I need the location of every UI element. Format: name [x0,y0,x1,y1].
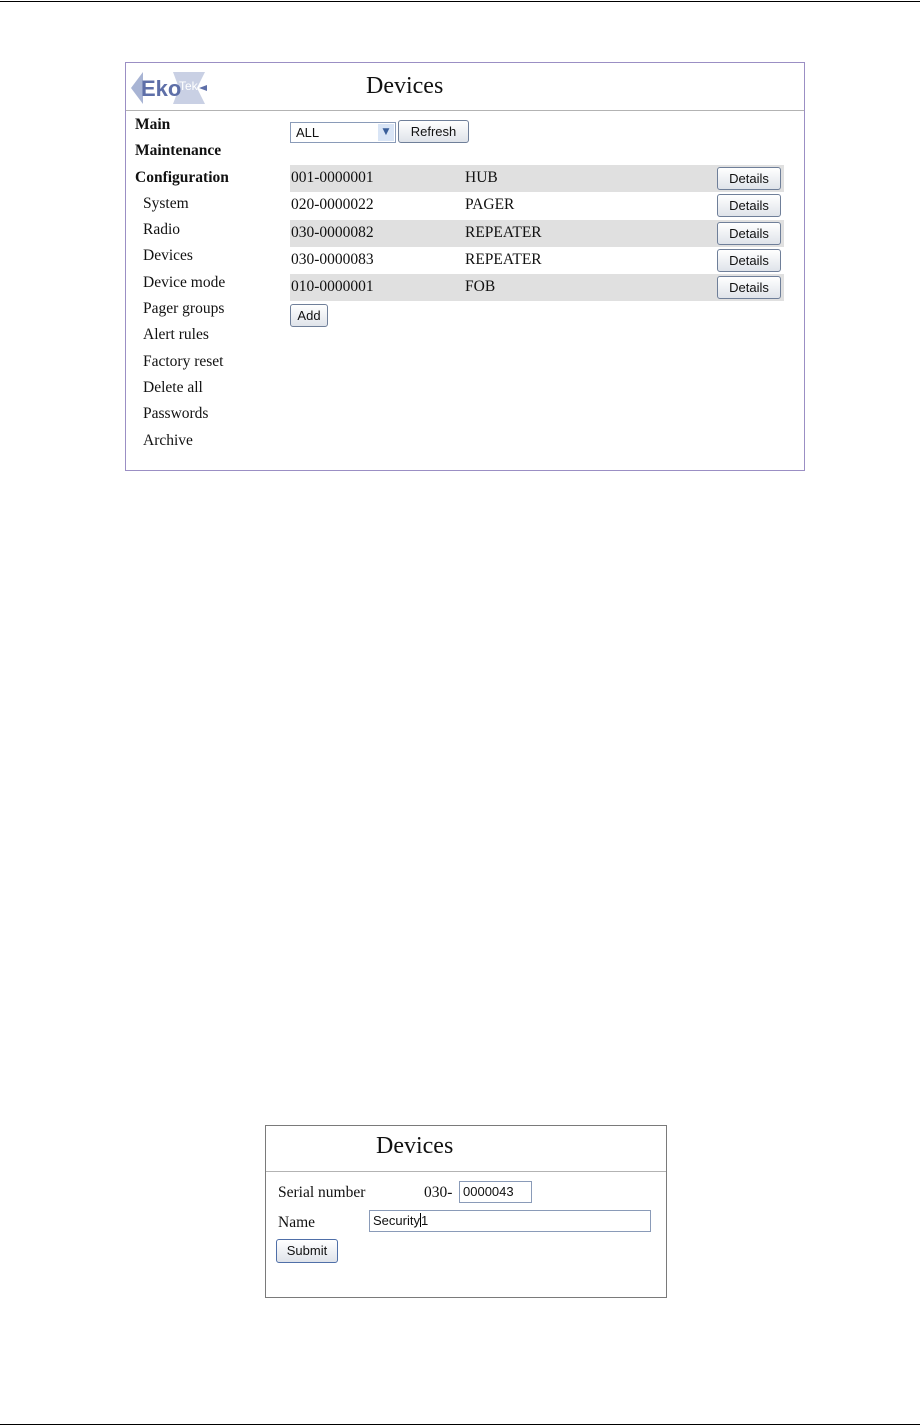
details-button[interactable]: Details [717,222,781,245]
device-row [290,192,784,219]
sidebar-nav [135,112,275,454]
details-button[interactable]: Details [717,167,781,190]
sidebar-item-devices[interactable]: Devices [143,247,193,265]
device-serial: 001-0000001 [291,169,374,186]
details-button[interactable]: Details [717,276,781,299]
svg-text:Tek: Tek [179,79,198,93]
sidebar-item-radio[interactable]: Radio [143,221,181,239]
svg-text:Eko: Eko [141,76,182,101]
device-type: REPEATER [465,250,542,268]
refresh-button[interactable]: Refresh [398,120,469,143]
device-type: FOB [465,278,496,296]
sidebar-item-archive[interactable]: Archive [143,431,193,449]
page-title: Devices [366,73,444,99]
serial-prefix: 030- [424,1184,453,1201]
name-value-before-caret: Security [373,1213,420,1228]
serial-number-value: 0000043 [463,1184,514,1199]
sidebar-item-maintenance[interactable]: Maintenance [135,142,222,160]
sidebar-item-device-mode[interactable]: Device mode [143,273,226,291]
add-device-screenshot [265,1125,667,1298]
name-input[interactable] [369,1210,651,1232]
page-bottom-rule [0,1424,920,1425]
sidebar-item-passwords[interactable]: Passwords [143,405,209,423]
details-button[interactable]: Details [717,249,781,272]
device-row [290,274,784,301]
device-type: HUB [465,169,498,186]
name-label: Name [278,1214,316,1231]
sidebar-item-alert-rules[interactable]: Alert rules [143,326,209,344]
header-bar [126,63,804,111]
serial-number-input[interactable] [459,1181,532,1203]
sidebar-item-pager-groups[interactable]: Pager groups [143,300,225,318]
sidebar-item-factory-reset[interactable]: Factory reset [143,352,224,370]
devices-list-screenshot [125,62,805,471]
sidebar-item-configuration[interactable]: Configuration [135,168,229,186]
sidebar-item-delete-all[interactable]: Delete all [143,378,203,396]
device-row [290,220,784,247]
device-filter-value: ALL [296,125,320,140]
device-type: PAGER [465,196,515,214]
chevron-down-icon[interactable]: ▼ [378,124,394,141]
form-title: Devices [376,1133,454,1159]
device-table [290,165,784,301]
serial-number-label: Serial number [278,1184,366,1201]
device-serial: 030-0000083 [291,250,374,268]
sidebar-item-main[interactable]: Main [135,116,171,133]
device-serial: 010-0000001 [291,278,374,296]
name-value-after-caret: 1 [420,1213,429,1228]
submit-button[interactable]: Submit [276,1239,338,1263]
details-button[interactable]: Details [717,194,781,217]
device-serial: 020-0000022 [291,196,374,214]
device-row [290,165,784,192]
form-header-bar [266,1126,666,1172]
device-serial: 030-0000082 [291,223,374,241]
sidebar-item-system[interactable]: System [143,194,189,212]
page-top-rule [0,1,920,2]
device-type: REPEATER [465,223,542,241]
add-device-button[interactable]: Add [290,304,328,327]
ekotek-logo [129,68,211,108]
device-row [290,247,784,274]
device-filter-select[interactable] [290,122,396,143]
